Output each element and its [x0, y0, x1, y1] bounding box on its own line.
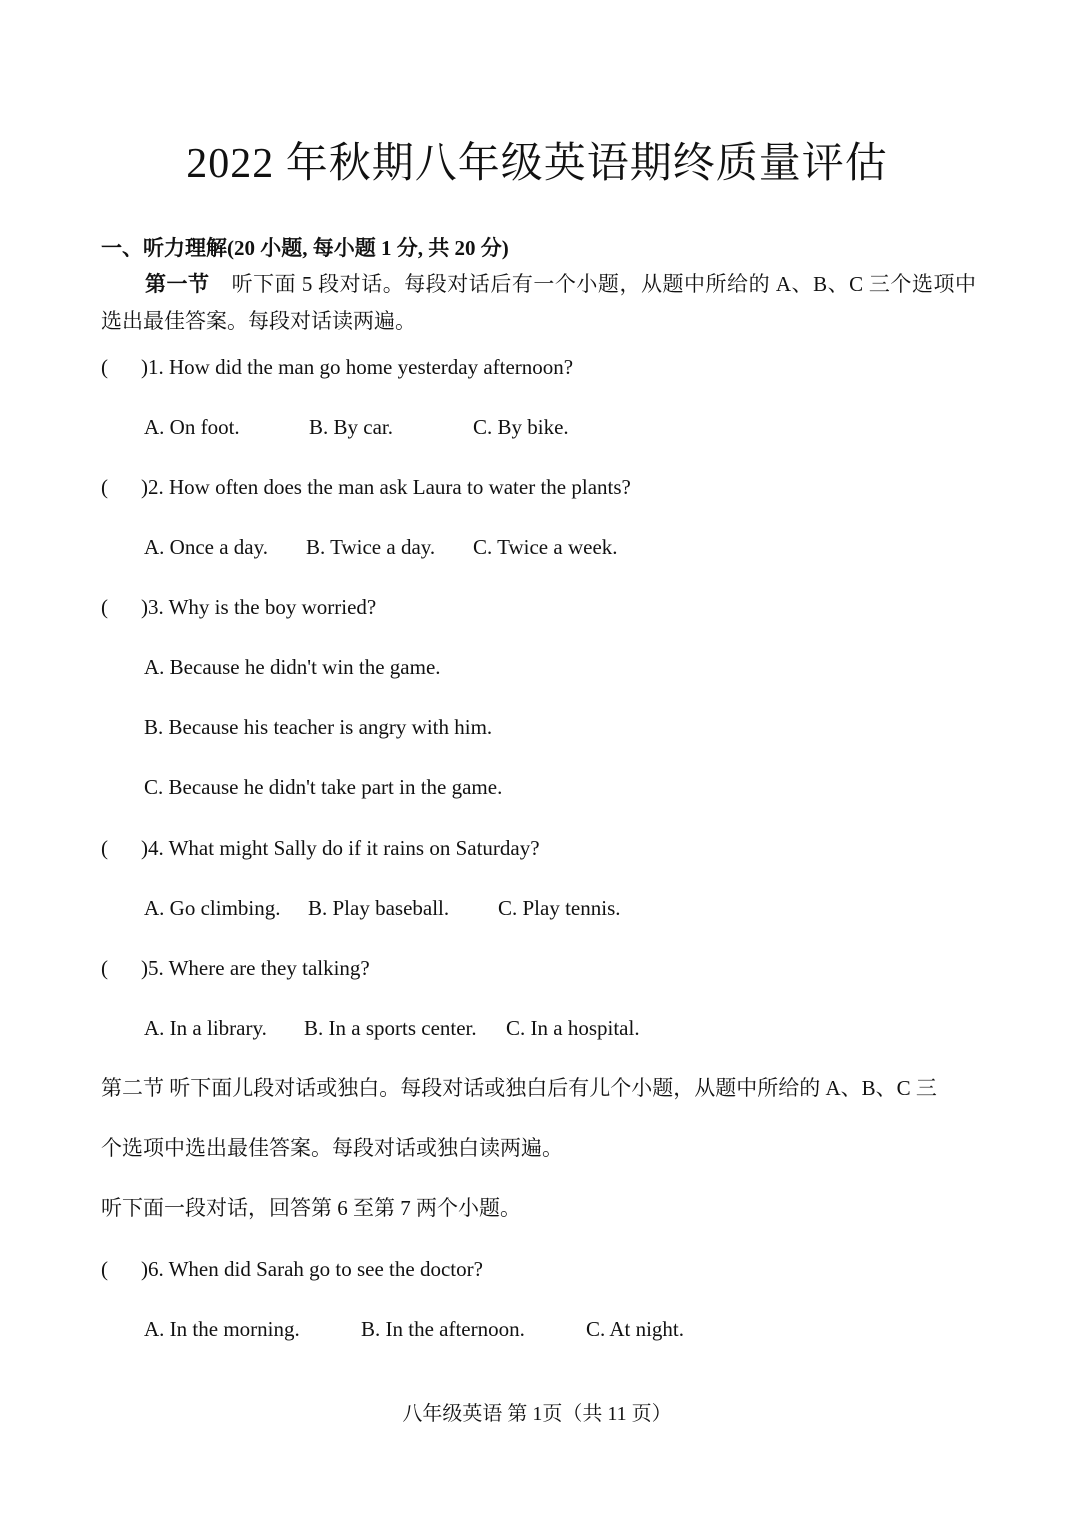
option-c: C. Play tennis. [498, 896, 621, 920]
question-text: )5. Where are they talking? [141, 956, 370, 980]
answer-blank: ( [101, 1257, 108, 1281]
question-6 [101, 1255, 483, 1283]
part1-text: 听下面 5 段对话。每段对话后有一个小题，从题中所给的 A、B、C 三个选项中选出最佳答案。每段对话读两遍。 [101, 272, 976, 333]
part1-instruction [101, 266, 976, 340]
answer-blank: ( [101, 355, 108, 379]
part2-instruction-line1: 第二节 听下面儿段对话或独白。每段对话或独白后有儿个小题，从题中所给的 A、B、C 三 [101, 1076, 937, 1100]
question-5 [101, 954, 370, 982]
question-text: )6. When did Sarah go to see the doctor? [141, 1257, 483, 1281]
option-b: B. Play baseball. [308, 896, 450, 920]
question-2 [101, 473, 631, 501]
answer-blank: ( [101, 956, 108, 980]
option-b: B. By car. [309, 415, 393, 439]
option-c: C. Twice a week. [473, 535, 618, 559]
option-c: C. By bike. [473, 415, 569, 439]
option-b: B. In the afternoon. [361, 1317, 525, 1341]
page-footer: 八年级英语 第 1页（共 11 页） [402, 1403, 672, 1425]
part1-lead: 第一节 [145, 272, 210, 296]
option-b: B. Because his teacher is angry with him. [144, 715, 493, 739]
option-b: B. Twice a day. [306, 535, 436, 559]
option-a: A. In a library. [144, 1016, 267, 1040]
answer-blank: ( [101, 475, 108, 499]
part2-sub-instruction: 听下面一段对话，回答第 6 至第 7 两个小题。 [101, 1196, 521, 1220]
option-a: A. In the morning. [144, 1317, 300, 1341]
option-a: A. Because he didn't win the game. [144, 655, 441, 679]
option-c: C. At night. [586, 1317, 685, 1341]
option-a: A. On foot. [144, 415, 240, 439]
answer-blank: ( [101, 836, 108, 860]
part2-instruction-line2: 个选项中选出最佳答案。每段对话或独白读两遍。 [101, 1136, 563, 1160]
question-1 [101, 353, 573, 381]
option-a: A. Go climbing. [144, 896, 281, 920]
question-text: )3. Why is the boy worried? [141, 595, 377, 619]
question-4 [101, 834, 540, 862]
question-3 [101, 593, 376, 621]
question-text: )1. How did the man go home yesterday afternoon? [141, 355, 574, 379]
option-a: A. Once a day. [144, 535, 269, 559]
option-c: C. Because he didn't take part in the game. [144, 775, 503, 799]
section-heading: 一、听力理解(20 小题, 每小题 1 分, 共 20 分) [101, 236, 509, 260]
option-c: C. In a hospital. [506, 1016, 640, 1040]
answer-blank: ( [101, 595, 108, 619]
question-text: )2. How often does the man ask Laura to water the plants? [141, 475, 631, 499]
page-title: 2022 年秋期八年级英语期终质量评估 [186, 141, 888, 187]
option-b: B. In a sports center. [304, 1016, 477, 1040]
question-text: )4. What might Sally do if it rains on Saturday? [141, 836, 540, 860]
